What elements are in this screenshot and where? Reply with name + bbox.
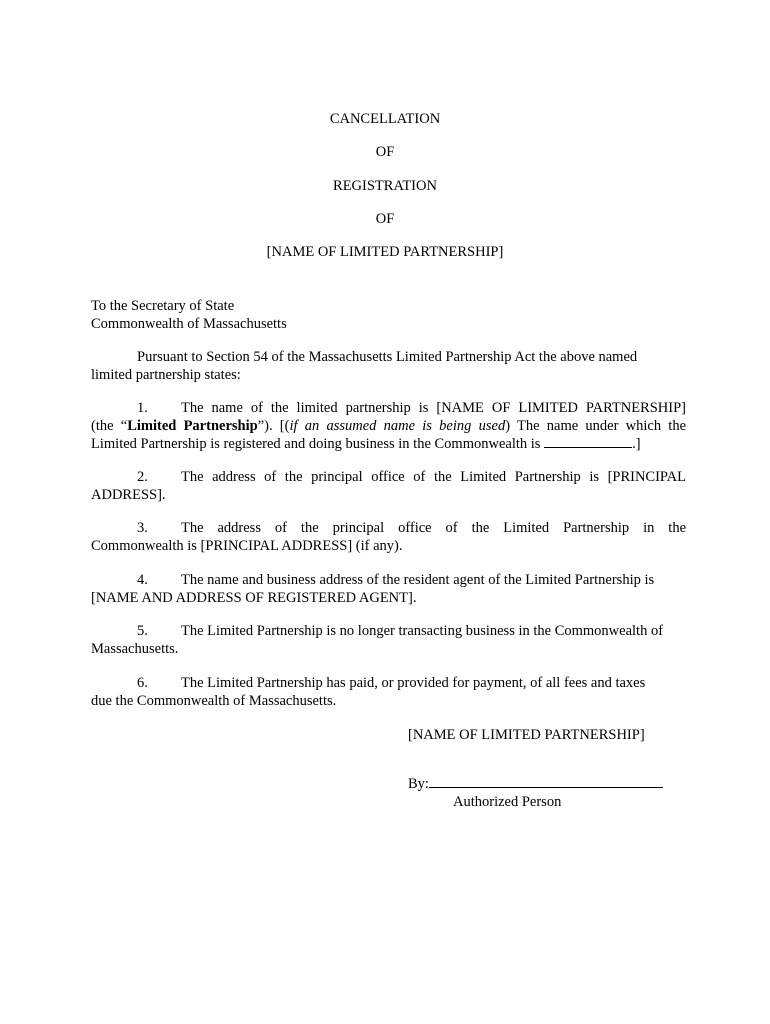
item-5-text-a: The Limited Partnership is no longer transacting business in the Commonwealth of bbox=[181, 623, 664, 639]
item-1-name-blank[interactable] bbox=[544, 435, 632, 448]
item-3-text-a: The address of the principal office of the Limited Partnership in the bbox=[181, 520, 686, 536]
signature-blank[interactable] bbox=[429, 775, 663, 788]
item-5-number: 5. bbox=[137, 623, 148, 639]
title-line-4: OF bbox=[375, 211, 395, 227]
item-6-text-b: due the Commonwealth of Massachusetts. bbox=[91, 693, 337, 709]
item-5-text-b: Massachusetts. bbox=[91, 641, 179, 657]
item-4 bbox=[91, 571, 686, 607]
item-2-number: 2. bbox=[137, 469, 148, 485]
item-3-text-b: Commonwealth is [PRINCIPAL ADDRESS] (if any). bbox=[91, 538, 403, 554]
item-1-text-b-post: ) The name under which the bbox=[505, 418, 687, 434]
title-line-2: OF bbox=[375, 144, 395, 160]
item-4-text-a: The name and business address of the resident agent of the Limited Partnership is bbox=[181, 572, 655, 588]
item-2 bbox=[91, 468, 686, 504]
title-line-3: REGISTRATION bbox=[333, 178, 437, 194]
item-1-defined-term: Limited Partnership bbox=[127, 418, 258, 434]
addressee-line-1: To the Secretary of State bbox=[91, 298, 235, 314]
item-1-text-a: The name of the limited partnership is [NAME OF LIMITED PARTNERSHIP] bbox=[181, 400, 686, 416]
addressee bbox=[91, 297, 686, 333]
item-1 bbox=[91, 399, 686, 453]
item-1-text-b-mid: ”). [( bbox=[257, 418, 290, 434]
title-line-5: [NAME OF LIMITED PARTNERSHIP] bbox=[266, 244, 504, 260]
item-1-number: 1. bbox=[137, 400, 148, 416]
item-2-text-a: The address of the principal office of the Limited Partnership is [PRINCIPAL bbox=[181, 469, 686, 485]
item-6 bbox=[91, 674, 686, 710]
item-5 bbox=[91, 622, 686, 658]
item-1-text-c-end: .] bbox=[632, 436, 641, 452]
item-4-number: 4. bbox=[137, 572, 148, 588]
preamble-line-2: limited partnership states: bbox=[91, 367, 241, 383]
signature-entity-name: [NAME OF LIMITED PARTNERSHIP] bbox=[408, 727, 645, 743]
item-3-number: 3. bbox=[137, 520, 148, 536]
preamble-line-1: Pursuant to Section 54 of the Massachusetts Limited Partnership Act the above named bbox=[137, 349, 638, 365]
item-4-text-b: [NAME AND ADDRESS OF REGISTERED AGENT]. bbox=[91, 590, 417, 606]
item-6-text-a: The Limited Partnership has paid, or provided for payment, of all fees and taxes bbox=[181, 675, 646, 691]
item-1-text-b-pre: (the “ bbox=[91, 418, 128, 434]
signature-by-label: By: bbox=[408, 776, 429, 792]
title-line-1: CANCELLATION bbox=[329, 111, 441, 127]
item-1-text-c: Limited Partnership is registered and doing business in the Commonwealth is bbox=[91, 436, 545, 452]
item-6-number: 6. bbox=[137, 675, 148, 691]
item-1-assumed-name-note: if an assumed name is being used bbox=[289, 418, 506, 434]
preamble bbox=[91, 348, 686, 384]
addressee-line-2: Commonwealth of Massachusetts bbox=[91, 316, 287, 332]
item-2-text-b: ADDRESS]. bbox=[91, 487, 166, 503]
item-3 bbox=[91, 519, 686, 555]
signature-role: Authorized Person bbox=[453, 794, 562, 810]
signature-line bbox=[408, 775, 663, 793]
